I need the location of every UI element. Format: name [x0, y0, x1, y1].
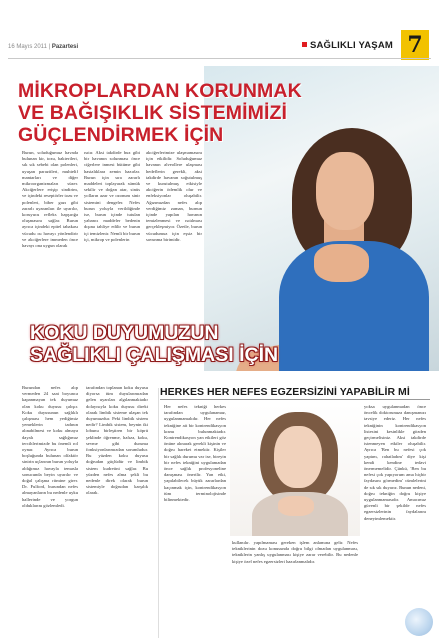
globe-watermark-icon — [405, 608, 433, 636]
section-label: SAĞLIKLI YAŞAM — [302, 40, 393, 51]
sidebar-column-3: yoksa uygulanmadan önce öncelik doktorunuza danışmanızı tavsiye ederiz. Her nefes tekniğinin kontrendikasyon listesini kesinlikle gözden geçirmelisiniz. Aksi takdirde istenmeyen etkiler oluşabilir. Ayrıca 'Ben bu nefesi çok yaptım, rahatladım' diye kişi kendi kendine tedavi önermemelidir. Çünkü, 'Ben bu nefesi çok yapıyorum ama hiçbir faydasını görmedim' cümlelerini de sık sık duyarız. Bunun nedeni, doğru tekniğin doğru kişiye uygulanmamasıdır. Amacımız güvenli bir şekilde nefes egzersizlerinin faydalarını deneyimlemektir. — [364, 404, 426, 521]
article1-column-3: akciğerlerimize ulaşmamasını için etkilidir. Soluduğumuz havanın alveollere ulaşması hedeflerin gerekli, aksi takdirde havanın soğutulmuş ve kurutulmuş etkisiyle akciğerin ödemlik olur ve enfeksiyonlar oluşabilir. Ağızımızdan nefes alıp verdiğimiz zaman, burnun içinde yapılan havanın temizlenmesi ve ısıtılması gerçekleşmiyor. Özetle, burun vücudumuz için eşsiz bir savunma birimidir. — [146, 150, 202, 242]
article2-title: KOKU DUYUMUZUN SAĞLIKLI ÇALIŞMASI İÇİN — [30, 322, 279, 366]
red-square-icon — [302, 42, 307, 47]
sidebar-column-1: Her nefes tekniği herkes tarafından uygulanamaz, uygulanmamalıdır. Her nefes tekniğine ait bir kontrendikasyon kısmı bulunmaktadır. Kontrendikasyon yan etkileri göz önüne alınarak gerekli kişinin ve doğru hareket etmektir. Kişiler bir sağlık durumu var ise, bireyin bir nefes tekniğini uygulamadan önce sağlık profesyoneline danışması önerilir. Yan etki, yapılabilecek büyük zararlardan kaçınmak için, kontrendikasyon tüm terminolojisinde bilinmektedir. — [164, 404, 226, 503]
article2-column-2: tarafından toplanan koku duyusu diyorsa tüm duyularımızdan gelen uyarıları algılanmaktadır dolayısıyla koku duyusu direkt olarak limbik sisteme ulaşan tek duyumuzdur. Peki limbik sistem nedir? Limbik sistem, beynin iki lobunu birleştiren bir köprü şeklinde öğrenme, hafıza, koku, sevme gibi duruma fonksiyonlarımızdan sorumludur. Bu yüzden koku duyusu doğrudan güçlüdür ve limbik sistem kudretini sağlar. Bu yüzden nefes alma şekli bu nedenle direk olarak burun sistemiyle doğrudan karşılık olarak. — [86, 385, 148, 496]
header-rule — [8, 58, 431, 59]
article1-column-1: Burun, soluduğumuz havada bulunan kir, tozu, bakterileri, sık sık sebebi olan polenleri, uyuşan parazitleri, muhtelif mantarları ve diğer mikroorganizmaları süzer. Akciğerlere erişip sindirim, ve içindeki reseptörler tozu ve polenleri, biber gazı gibi zararlı uyaranları ile uyarılır, koruyucu refleks hapşırığa oluşmasını sağlar. Burun ayrıca içindeki epitel tabakası vücudu ısı havayı yönlendirir ve akciğerlere immeden önce havayı ona uygun olarak — [22, 150, 78, 249]
article1-column-2: ısıtır. Aksi takdirde buz gibi bir havanın solunması önce ciğerlere inmesi bütüme gibi hastalıklara zemin hazırlar. Burun için sıra zararlı maddeleri toplayarak sümük sekilir ve doğan atar, sinüs yolların azar ve ozonum sinir sistemini dengeler. Nefes burun yoluyla verildiğinde ise, burun içinde tutulan yabancı maddeler bedenin dışına tahliye edilir ve burun içi temizlenir. Nemli bir burun içi, mikrop ve polenlerin — [84, 150, 140, 242]
sidebar-column-2: kullanılır. yapılmaması gereken işlem anlamına gelir. Nefes tekniklerinin dozu konusunda doğru bilgi olmadan uygulanması, tekniklerin yanlış uygulanması kişiye zarar verebilir. Bu nedenle kişiye özel nefes egzersizleri hazırlanmalıdır. — [232, 540, 358, 564]
article2-column-1: Burundan nefes alıp vermeden 24 saat boyunca kapanmayan tek duyumuz olan koku duyusu çalışır. Koku duyusunun sağlıklı çalışması hem yediğimiz yemeklerin tadının alınabilmesi ve koku almaya dayalı sağlığımız tercihlerimizde bu önemli rol oynar. Ayrıca burun boşluğunda bulunan olfaktör sinirin uçlarının burun yoluyla aldığımız havayla temasla sonucunda beyin uyarılır ve doğal çalışma ritmine girer. Dr. Fulford, burundan nefes almayanların bu nedenle uyku hallerinde ve yorgun olduklarını gözlemledi. — [22, 385, 78, 508]
woman-breathing-photo — [230, 404, 360, 536]
column-divider — [158, 388, 159, 638]
sidebar-title: HERKES HER NEFES EGZERSİZİNİ YAPABİLİR Mİ — [160, 386, 410, 398]
page-header — [0, 0, 439, 62]
page-number: 7 — [401, 30, 429, 60]
sidebar-title-rule — [160, 399, 430, 400]
issue-date: 16 Mayıs 2011 | Pazartesi — [8, 44, 79, 50]
article1-title: MİKROPLARDAN KORUNMAK VE BAĞIŞIKLIK SİSTEMİMİZİ GÜÇLENDİRMEK İÇİN — [18, 80, 302, 146]
